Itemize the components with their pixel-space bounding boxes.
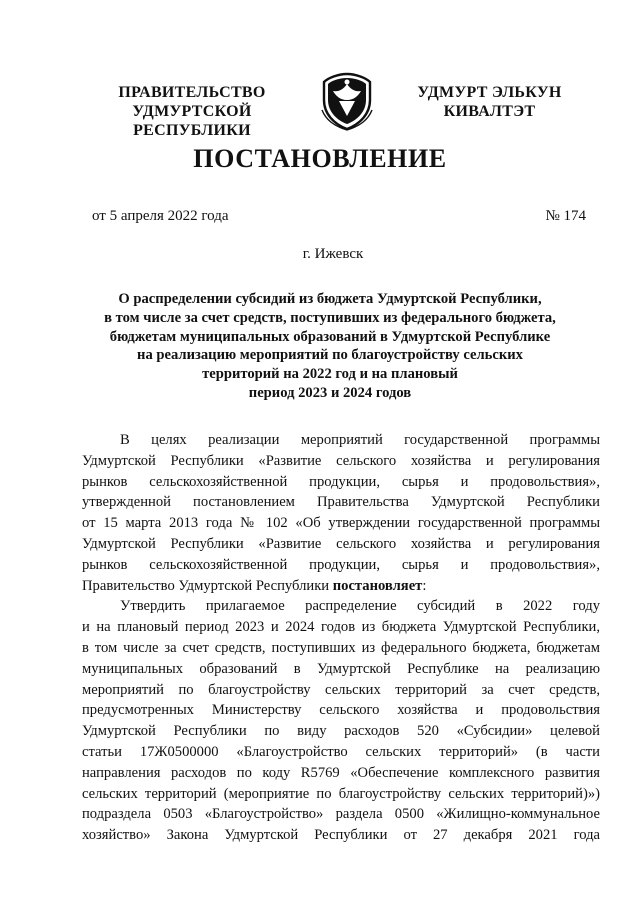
body-line: от 15 марта 2013 года № 102 «Об утверждении государственной программы — [82, 515, 600, 532]
document-title: ПОСТАНОВЛЕНИЕ — [193, 144, 447, 173]
issuer-line: КИВАЛТЭТ — [443, 103, 536, 120]
body-line: статьи 17Ж0500000 «Благоустройство сельских территорий» (в части — [82, 743, 600, 760]
body-line: предусмотренных Министерству сельского хозяйства и продовольствия — [82, 702, 600, 719]
body-line-resolution — [82, 576, 600, 597]
paragraph-preamble — [82, 430, 600, 596]
body-line: Удмуртской Республики «Развитие сельского хозяйства и регулирования — [82, 452, 600, 469]
body-line: Удмуртской Республики «Развитие сельского хозяйства и регулирования — [82, 535, 600, 552]
body-line: направления расходов по коду R5769 «Обеспечение комплексного развития — [82, 764, 600, 781]
resolution-suffix: : — [422, 577, 427, 594]
issuer-name-russian — [72, 83, 312, 140]
body-line: В целях реализации мероприятий государственной программы — [120, 432, 600, 448]
subject-line: бюджетам муниципальных образований в Удмуртской Республике — [109, 328, 551, 345]
subject-line: на реализацию мероприятий по благоустройству сельских — [137, 347, 523, 364]
document-body — [82, 430, 600, 846]
body-line: подраздела 0503 «Благоустройство» раздела 0500 «Жилищно-коммунальное — [82, 806, 600, 823]
issuer-line: ПРАВИТЕЛЬСТВО — [118, 84, 266, 101]
body-line: хозяйство» Закона Удмуртской Республики от 27 декабря 2021 года — [82, 827, 600, 844]
resolution-prefix: Правительство Удмуртской Республики — [82, 577, 333, 594]
subject-line: период 2023 и 2024 годов — [248, 384, 412, 401]
body-line: Утвердить прилагаемое распределение субсидий в 2022 году — [120, 598, 600, 615]
body-line: муниципальных образований в Удмуртской Республике на реализацию — [82, 660, 600, 677]
body-line: утвержденной постановлением Правительства Удмуртской Республики — [82, 494, 600, 511]
document-subject — [100, 290, 560, 403]
issuer-line: УДМУРТСКОЙ РЕСПУБЛИКИ — [132, 103, 252, 139]
subject-line: в том числе за счет средств, поступивших из федерального бюджета, — [104, 309, 556, 326]
document-number: № 174 — [545, 208, 586, 224]
paragraph-decision — [82, 596, 600, 846]
body-line: и на плановый период 2023 и 2024 годов из бюджета Удмуртской Республики, — [82, 619, 600, 636]
document-date: от 5 апреля 2022 года — [92, 208, 229, 224]
body-line: Удмуртской Республики по виду расходов 520 «Субсидии» целевой — [82, 723, 600, 740]
body-line: мероприятий по благоустройству сельских территорий за счет средств, — [82, 681, 600, 698]
issuer-line: УДМУРТ ЭЛЬКУН — [417, 84, 562, 101]
body-line: рынков сельскохозяйственной продукции, сырья и продовольствия», — [82, 473, 600, 490]
body-line: в том числе за счет средств, поступивших из федерального бюджета, бюджетам — [82, 639, 600, 656]
subject-line: О распределении субсидий из бюджета Удмуртской Республики, — [118, 291, 542, 307]
body-line: рынков сельскохозяйственной продукции, сырья и продовольствия», — [82, 556, 600, 573]
resolution-keyword: постановляет — [332, 577, 423, 594]
issuer-name-udmurt — [412, 83, 567, 121]
document-city: г. Ижевск — [302, 246, 364, 262]
subject-line: территорий на 2022 год и на плановый — [202, 366, 458, 383]
coat-of-arms-emblem — [316, 70, 378, 132]
body-line: сельских территорий (мероприятие по благоустройству сельских территорий)») — [82, 785, 600, 802]
